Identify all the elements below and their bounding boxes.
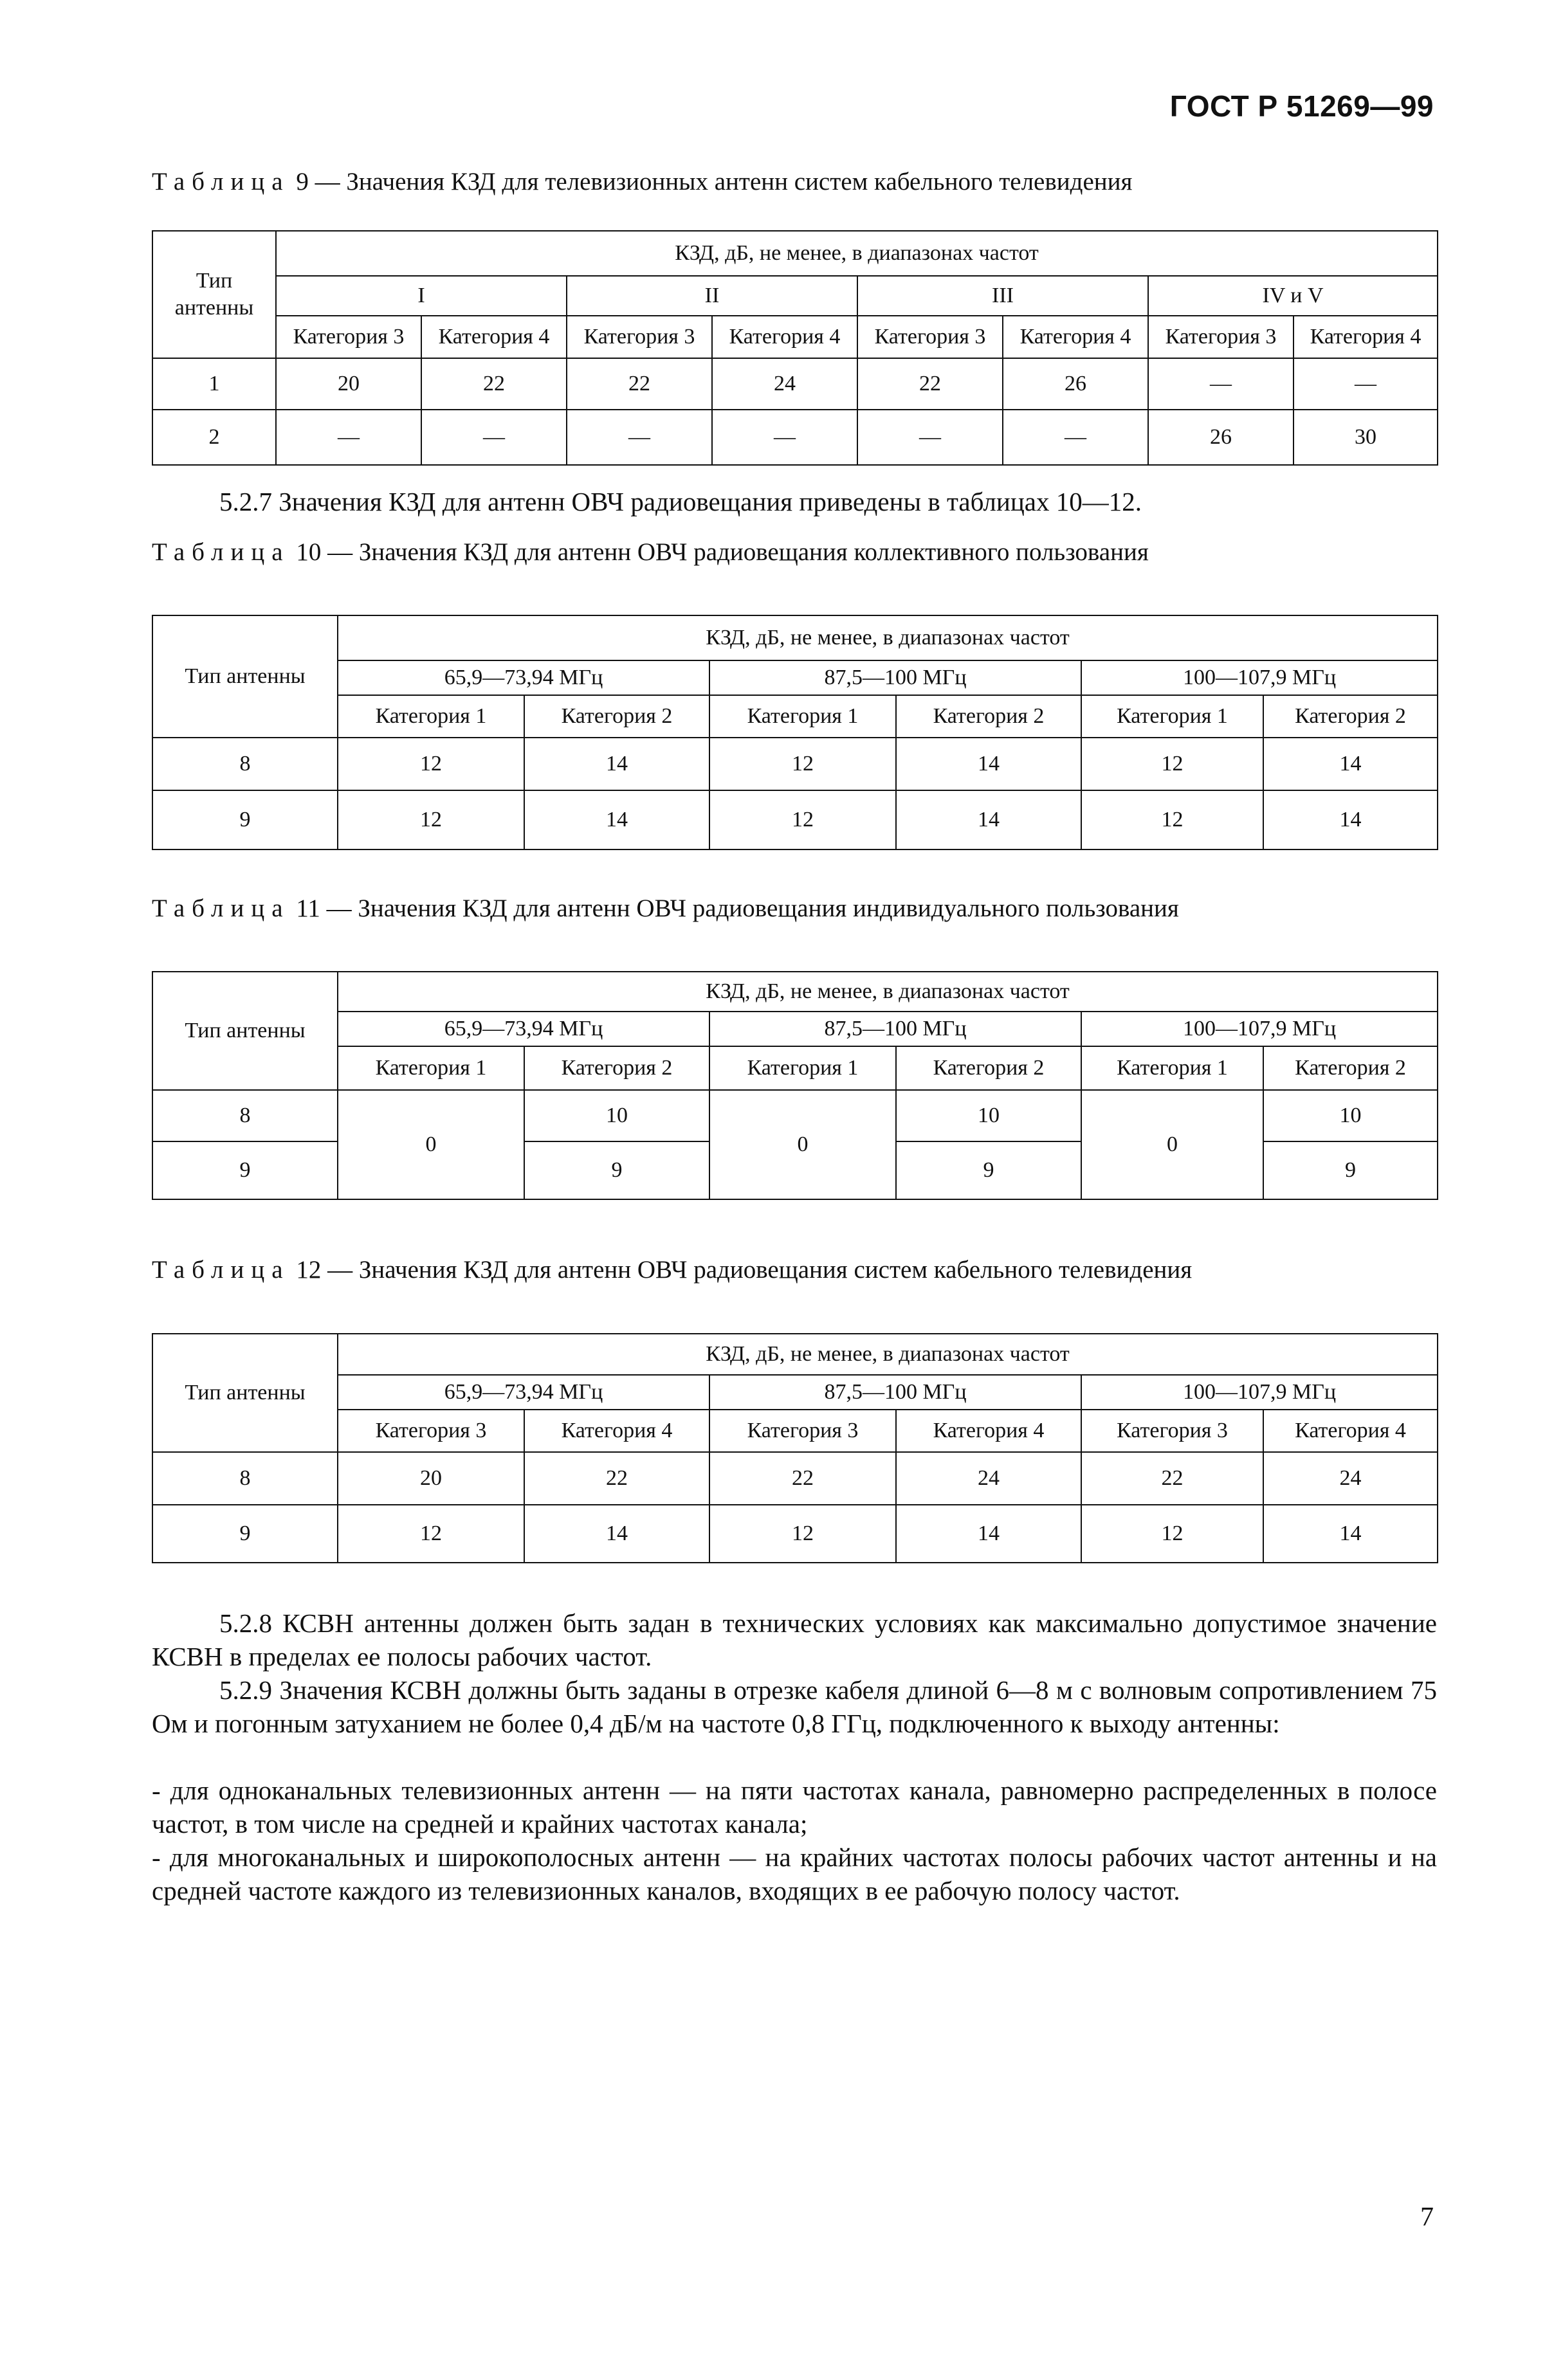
table12-caption bbox=[152, 1255, 1192, 1284]
table9-category: Категория 4 bbox=[712, 316, 857, 358]
table-cell: 10 bbox=[896, 1090, 1081, 1141]
paragraph-5-2-9: 5.2.9 Значения КСВН должны быть заданы в отрезке кабеля длиной 6—8 м с волновым сопротивлением 75 Ом и погонным затуханием не более 0,4 дБ/м на частоте 0,8 ГГц, подключенного к выходу антенны: bbox=[152, 1675, 1437, 1738]
table11-group-header: КЗД, дБ, не менее, в диапазонах частот bbox=[338, 972, 1438, 1012]
table11-category: Категория 1 bbox=[709, 1046, 896, 1090]
table-cell: — bbox=[1294, 358, 1438, 410]
table9-type-header bbox=[152, 231, 276, 358]
paragraph-5-2-8: 5.2.8 КСВН антенны должен быть задан в технических условиях как максимально допустимое значение КСВН в пределах ее полосы рабочих частот. bbox=[152, 1608, 1437, 1671]
table-cell: 14 bbox=[896, 790, 1081, 849]
list-item: - для многоканальных и широкополосных антенн — на крайних частотах полосы рабочих частот антенны и на средней частоте каждого из телевизионных каналов, входящих в ее рабочую полосу частот. bbox=[152, 1842, 1437, 1905]
table-cell: 12 bbox=[1081, 738, 1263, 790]
table-cell: 14 bbox=[524, 1505, 709, 1563]
table9-band-2: II bbox=[567, 276, 857, 316]
table-cell: — bbox=[1148, 358, 1294, 410]
table12-group-header: КЗД, дБ, не менее, в диапазонах частот bbox=[338, 1334, 1438, 1375]
table9 bbox=[152, 230, 1438, 466]
table-cell: 14 bbox=[524, 790, 709, 849]
table11-category: Категория 1 bbox=[1081, 1046, 1263, 1090]
table11 bbox=[152, 971, 1438, 1200]
table10-category: Категория 2 bbox=[524, 695, 709, 738]
table9-row1-type: 1 bbox=[152, 358, 276, 410]
table-cell: 26 bbox=[1148, 410, 1294, 465]
table12-caption-text: 12 — Значения КЗД для антенн ОВЧ радиовещания систем кабельного телевидения bbox=[289, 1256, 1193, 1284]
table9-category: Категория 3 bbox=[567, 316, 712, 358]
table11-category: Категория 2 bbox=[524, 1046, 709, 1090]
table9-category: Категория 4 bbox=[1294, 316, 1438, 358]
table-cell: — bbox=[276, 410, 421, 465]
table-cell: 12 bbox=[1081, 790, 1263, 849]
table12-row1-type: 8 bbox=[152, 1452, 338, 1505]
table-cell: 14 bbox=[1263, 1505, 1438, 1563]
table11-band-2: 87,5—100 МГц bbox=[709, 1012, 1081, 1046]
table-cell: 9 bbox=[1263, 1141, 1438, 1199]
table-row bbox=[152, 1090, 1438, 1141]
table-cell: 24 bbox=[712, 358, 857, 410]
table-cell: 9 bbox=[524, 1141, 709, 1199]
table9-category: Категория 4 bbox=[421, 316, 567, 358]
table-row bbox=[152, 1505, 1438, 1563]
table9-band-1: I bbox=[276, 276, 567, 316]
table-cell: 12 bbox=[338, 1505, 524, 1563]
table-cell: 14 bbox=[896, 1505, 1081, 1563]
table9-category: Категория 3 bbox=[857, 316, 1003, 358]
table9-band-3: III bbox=[857, 276, 1148, 316]
table-cell: — bbox=[421, 410, 567, 465]
table-cell: 22 bbox=[857, 358, 1003, 410]
table-cell: 14 bbox=[1263, 790, 1438, 849]
table-cell: 22 bbox=[567, 358, 712, 410]
table12-category: Категория 3 bbox=[709, 1410, 896, 1452]
table11-caption-text: 11 — Значения КЗД для антенн ОВЧ радиовещания индивидуального пользования bbox=[289, 895, 1179, 922]
table11-category: Категория 2 bbox=[1263, 1046, 1438, 1090]
table-cell: 22 bbox=[524, 1452, 709, 1505]
table-cell: 22 bbox=[1081, 1452, 1263, 1505]
table12-category: Категория 3 bbox=[338, 1410, 524, 1452]
table11-band-1: 65,9—73,94 МГц bbox=[338, 1012, 709, 1046]
table10-row2-type: 9 bbox=[152, 790, 338, 849]
table10-type-header: Тип антенны bbox=[152, 615, 338, 738]
table-row bbox=[152, 358, 1438, 410]
table12-band-1: 65,9—73,94 МГц bbox=[338, 1375, 709, 1410]
table-cell: 10 bbox=[1263, 1090, 1438, 1141]
table-cell: 12 bbox=[338, 738, 524, 790]
table12-category: Категория 4 bbox=[896, 1410, 1081, 1452]
table9-group-header: КЗД, дБ, не менее, в диапазонах частот bbox=[276, 231, 1438, 276]
table11-type-header: Тип антенны bbox=[152, 972, 338, 1090]
table-cell: 22 bbox=[709, 1452, 896, 1505]
table11-row1-type: 8 bbox=[152, 1090, 338, 1141]
table12-band-3: 100—107,9 МГц bbox=[1081, 1375, 1438, 1410]
table-cell: 14 bbox=[1263, 738, 1438, 790]
table-cell-merged: 0 bbox=[709, 1090, 896, 1199]
table-cell: 9 bbox=[896, 1141, 1081, 1199]
table-cell: 12 bbox=[1081, 1505, 1263, 1563]
table-cell: — bbox=[567, 410, 712, 465]
table10-category: Категория 1 bbox=[709, 695, 896, 738]
table10-category: Категория 1 bbox=[338, 695, 524, 738]
table9-caption bbox=[152, 167, 1132, 196]
table10-band-3: 100—107,9 МГц bbox=[1081, 660, 1438, 695]
table10-caption-label: Таблица bbox=[152, 538, 290, 566]
table10 bbox=[152, 615, 1438, 850]
table12-band-2: 87,5—100 МГц bbox=[709, 1375, 1081, 1410]
table-cell: — bbox=[712, 410, 857, 465]
table10-group-header: КЗД, дБ, не менее, в диапазонах частот bbox=[338, 615, 1438, 660]
table10-category: Категория 2 bbox=[896, 695, 1081, 738]
table-cell: 22 bbox=[421, 358, 567, 410]
table-cell: 10 bbox=[524, 1090, 709, 1141]
table11-row2-type: 9 bbox=[152, 1141, 338, 1199]
paragraph-5-2-7: 5.2.7 Значения КЗД для антенн ОВЧ радиовещания приведены в таблицах 10—12. bbox=[219, 487, 1142, 516]
table-cell: 20 bbox=[338, 1452, 524, 1505]
page-number: 7 bbox=[1420, 2203, 1434, 2232]
table9-category: Категория 3 bbox=[276, 316, 421, 358]
table9-category: Категория 4 bbox=[1003, 316, 1148, 358]
table-cell: — bbox=[857, 410, 1003, 465]
table10-category: Категория 1 bbox=[1081, 695, 1263, 738]
table12-category: Категория 3 bbox=[1081, 1410, 1263, 1452]
table9-caption-label: Таблица bbox=[152, 168, 290, 195]
table10-band-2: 87,5—100 МГц bbox=[709, 660, 1081, 695]
table9-type-header-line2: антенны bbox=[174, 296, 254, 320]
table9-type-header-line1: Тип bbox=[196, 269, 233, 293]
table12 bbox=[152, 1333, 1438, 1563]
table-cell: 14 bbox=[524, 738, 709, 790]
list-item: - для одноканальных телевизионных антенн — на пяти частотах канала, равномерно распределенных в полосе частот, в том числе на средней и крайних частотах канала; bbox=[152, 1776, 1437, 1839]
table-cell: 12 bbox=[709, 1505, 896, 1563]
table11-category: Категория 2 bbox=[896, 1046, 1081, 1090]
table-row bbox=[152, 410, 1438, 465]
table12-category: Категория 4 bbox=[524, 1410, 709, 1452]
table-cell: 24 bbox=[896, 1452, 1081, 1505]
table-cell: 26 bbox=[1003, 358, 1148, 410]
table-cell: 12 bbox=[709, 790, 896, 849]
table-cell: 24 bbox=[1263, 1452, 1438, 1505]
table10-row1-type: 8 bbox=[152, 738, 338, 790]
table9-caption-text: 9 — Значения КЗД для телевизионных антенн систем кабельного телевидения bbox=[289, 168, 1133, 195]
table11-category: Категория 1 bbox=[338, 1046, 524, 1090]
table-row bbox=[152, 738, 1438, 790]
table-cell: 30 bbox=[1294, 410, 1438, 465]
table-row bbox=[152, 1452, 1438, 1505]
table-cell: 12 bbox=[338, 790, 524, 849]
table-cell: — bbox=[1003, 410, 1148, 465]
table11-band-3: 100—107,9 МГц bbox=[1081, 1012, 1438, 1046]
table-cell: 14 bbox=[896, 738, 1081, 790]
table9-row2-type: 2 bbox=[152, 410, 276, 465]
table9-band-4: IV и V bbox=[1148, 276, 1438, 316]
document-code: ГОСТ Р 51269—99 bbox=[1169, 89, 1434, 123]
table10-caption-text: 10 — Значения КЗД для антенн ОВЧ радиовещания коллективного пользования bbox=[289, 538, 1149, 566]
table11-caption bbox=[152, 894, 1179, 923]
table10-caption bbox=[152, 538, 1149, 567]
table11-caption-label: Таблица bbox=[152, 895, 290, 922]
table12-row2-type: 9 bbox=[152, 1505, 338, 1563]
table12-caption-label: Таблица bbox=[152, 1256, 290, 1284]
table12-category: Категория 4 bbox=[1263, 1410, 1438, 1452]
table10-category: Категория 2 bbox=[1263, 695, 1438, 738]
table10-band-1: 65,9—73,94 МГц bbox=[338, 660, 709, 695]
table-cell: 20 bbox=[276, 358, 421, 410]
table-row bbox=[152, 790, 1438, 849]
table12-type-header: Тип антенны bbox=[152, 1334, 338, 1452]
table-cell: 12 bbox=[709, 738, 896, 790]
table-cell-merged: 0 bbox=[338, 1090, 524, 1199]
table-cell-merged: 0 bbox=[1081, 1090, 1263, 1199]
table9-category: Категория 3 bbox=[1148, 316, 1294, 358]
